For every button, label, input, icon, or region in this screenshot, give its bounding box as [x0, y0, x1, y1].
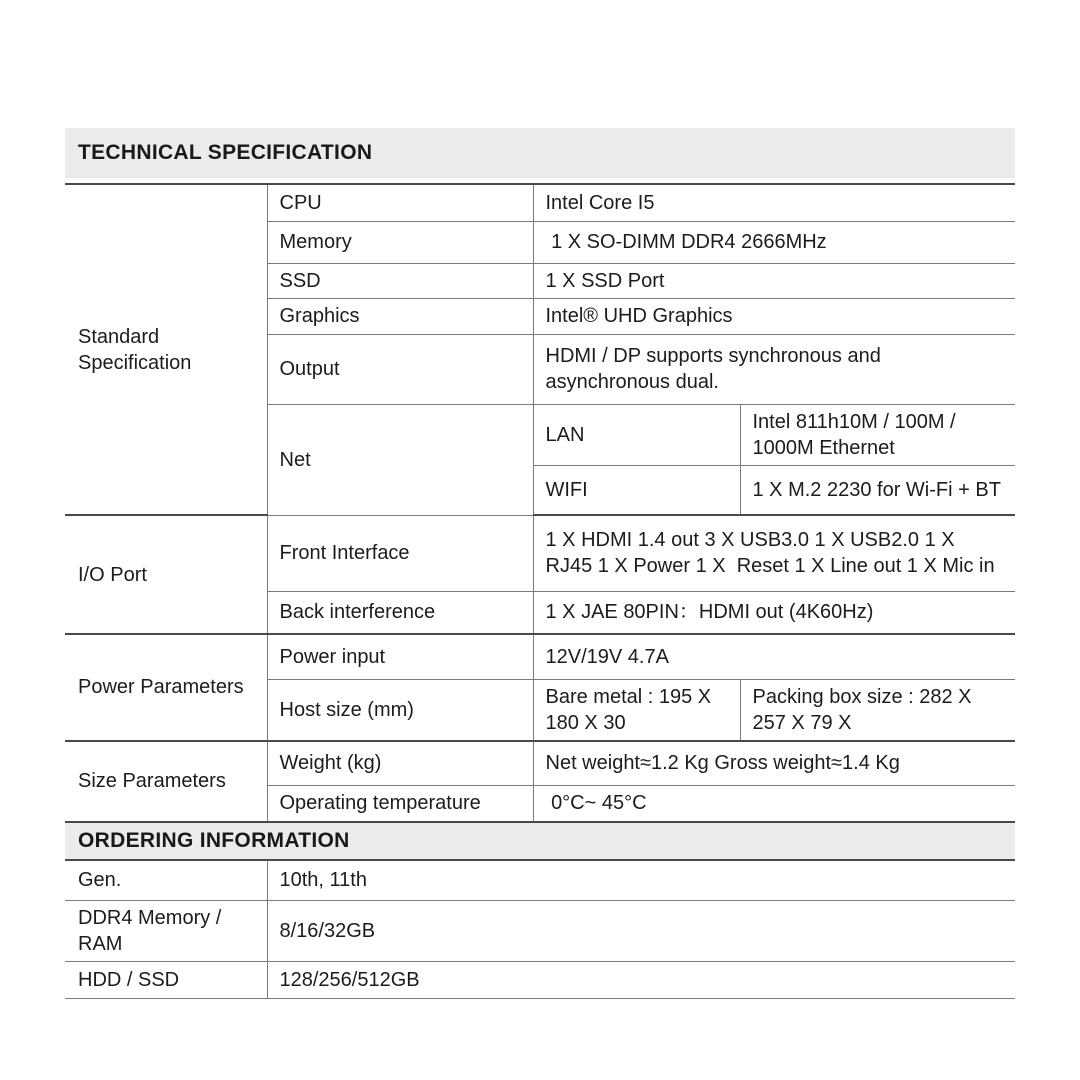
table-row [65, 962, 1015, 999]
sub-value-cell: Intel 811h10M / 100M / 1000M Ethernet [740, 404, 1015, 465]
category-cell: Size Parameters [65, 741, 267, 822]
table-row [65, 515, 1015, 591]
row-label-cell: Front Interface [267, 515, 533, 591]
row-value-cell: 10th, 11th [267, 861, 1015, 901]
technical-specification-title: TECHNICAL SPECIFICATION [78, 141, 373, 164]
sub-label-cell: WIFI [533, 465, 740, 515]
row-value-cell: HDMI / DP supports synchronous and asynchronous dual. [533, 334, 1015, 404]
row-label-cell: CPU [267, 184, 533, 221]
row-value-cell: 0°C~ 45°C [533, 786, 1015, 822]
sub-value-cell: 1 X M.2 2230 for Wi-Fi + BT [740, 465, 1015, 515]
row-label-cell: Memory [267, 221, 533, 263]
table-row [65, 901, 1015, 962]
category-cell: I/O Port [65, 515, 267, 634]
row-label-cell: Output [267, 334, 533, 404]
row-value-cell: 1 X SO-DIMM DDR4 2666MHz [533, 221, 1015, 263]
table-row [65, 184, 1015, 221]
row-value-left-cell: Bare metal : 195 X 180 X 30 [533, 679, 740, 741]
ordering-information-header [65, 823, 1015, 861]
row-label-cell: Graphics [267, 298, 533, 334]
sub-label-cell: LAN [533, 404, 740, 465]
row-value-cell: 12V/19V 4.7A [533, 634, 1015, 679]
row-value-cell: 1 X HDMI 1.4 out 3 X USB3.0 1 X USB2.0 1 X RJ45 1 X Power 1 X Reset 1 X Line out 1 X Mic in [533, 515, 1015, 591]
row-value-cell: 1 X SSD Port [533, 263, 1015, 298]
row-label-cell: HDD / SSD [65, 962, 267, 999]
row-value-cell: 8/16/32GB [267, 901, 1015, 962]
ordering-information-table [65, 861, 1015, 1000]
row-value-cell: Net weight≈1.2 Kg Gross weight≈1.4 Kg [533, 741, 1015, 786]
row-label-cell: Gen. [65, 861, 267, 901]
row-label-cell: Back interference [267, 591, 533, 634]
ordering-information-title: ORDERING INFORMATION [78, 828, 350, 852]
row-label-cell: Net [267, 404, 533, 515]
row-label-cell: Weight (kg) [267, 741, 533, 786]
row-label-cell: DDR4 Memory / RAM [65, 901, 267, 962]
category-cell: Standard Specification [65, 184, 267, 515]
row-value-cell: 1 X JAE 80PIN：HDMI out (4K60Hz) [533, 591, 1015, 634]
row-label-cell: Host size (mm) [267, 679, 533, 741]
row-value-cell: Intel® UHD Graphics [533, 298, 1015, 334]
row-value-cell: Intel Core I5 [533, 184, 1015, 221]
technical-specification-table [65, 183, 1015, 823]
technical-specification-header [65, 128, 1015, 178]
table-row [65, 634, 1015, 679]
table-row [65, 861, 1015, 901]
row-value-cell: 128/256/512GB [267, 962, 1015, 999]
row-value-right-cell: Packing box size : 282 X 257 X 79 X [740, 679, 1015, 741]
row-label-cell: Power input [267, 634, 533, 679]
spec-sheet [65, 128, 1015, 999]
category-cell: Power Parameters [65, 634, 267, 741]
row-label-cell: Operating temperature [267, 786, 533, 822]
row-label-cell: SSD [267, 263, 533, 298]
table-row [65, 741, 1015, 786]
